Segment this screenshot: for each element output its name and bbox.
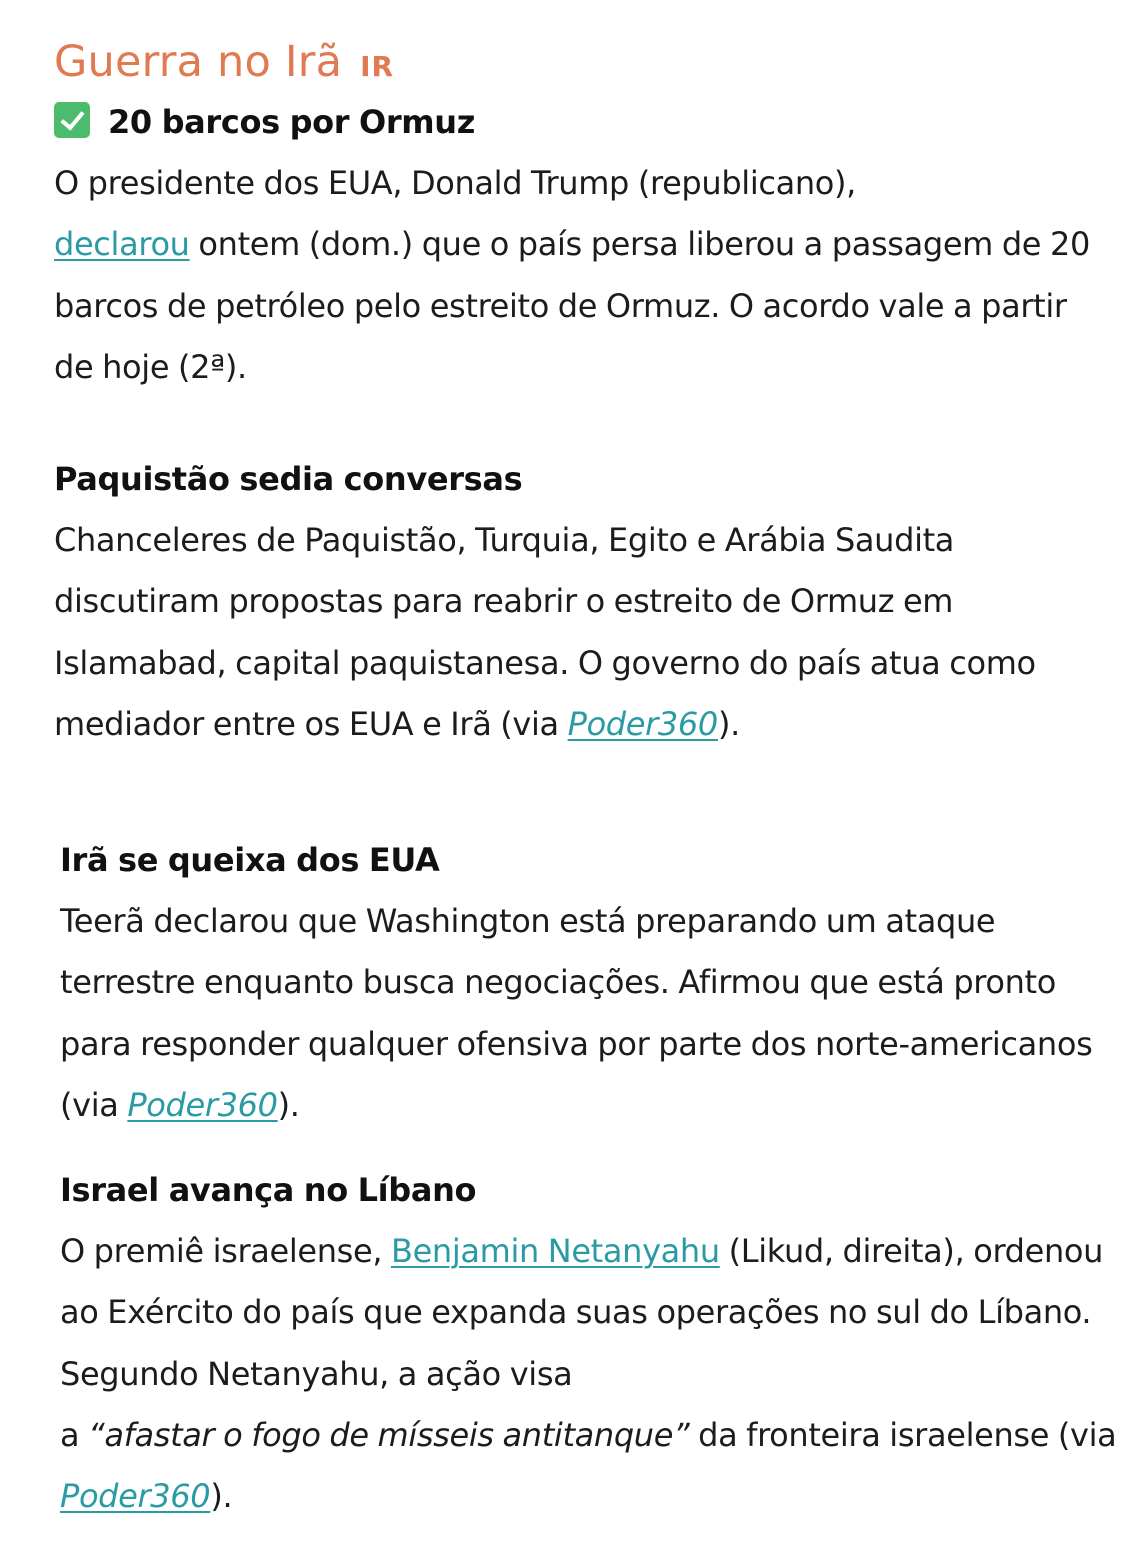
body-text: a bbox=[60, 1415, 89, 1454]
poder360-link-text: Poder360 bbox=[60, 1477, 211, 1516]
iran-flag-label: IR bbox=[360, 50, 395, 83]
quote-text: “afastar o fogo de mísseis antitanque” bbox=[88, 1415, 690, 1454]
poder360-link[interactable] bbox=[568, 705, 718, 743]
news-heading: Israel avança no Líbano bbox=[60, 1171, 477, 1209]
section-title-text: Guerra no Irã bbox=[54, 37, 343, 87]
body-text: Teerã declarou que Washington está preparando um ataque terrestre enquanto busca negociações. Afirmou que está pronto para responder qualquer ofensiva por parte dos norte-americanos (via bbox=[60, 902, 1093, 1124]
body-text: ). bbox=[277, 1085, 300, 1124]
body-text: Chanceleres de Paquistão, Turquia, Egito e Arábia Saudita discutiram propostas para reabrir o estreito de Ormuz em Islamabad, capital paquistanesa. O governo do país atua como mediador entre os EUA e Irã (via bbox=[54, 521, 1036, 743]
news-heading: Irã se queixa dos EUA bbox=[60, 841, 440, 879]
body-text: da fronteira israelense (via bbox=[689, 1415, 1117, 1454]
news-item-paquistao bbox=[54, 449, 1114, 755]
news-item-ira-queixa bbox=[60, 830, 1120, 1136]
news-item-ormuz bbox=[54, 92, 1114, 398]
body-text: O premiê israelense, bbox=[60, 1232, 391, 1271]
netanyahu-link[interactable]: Benjamin Netanyahu bbox=[390, 1232, 720, 1271]
news-body bbox=[60, 1221, 1120, 1527]
news-heading-text: 20 barcos por Ormuz bbox=[108, 103, 475, 141]
poder360-link-text: Poder360 bbox=[567, 704, 718, 743]
check-mark-icon bbox=[54, 102, 90, 138]
news-heading: Paquistão sedia conversas bbox=[54, 460, 523, 498]
poder360-link[interactable] bbox=[60, 1477, 210, 1515]
news-body bbox=[60, 891, 1120, 1136]
news-body bbox=[54, 153, 1114, 398]
declarou-link[interactable]: declarou bbox=[54, 225, 190, 264]
section-title bbox=[54, 30, 394, 99]
news-heading bbox=[54, 92, 1114, 153]
news-item-israel-libano bbox=[60, 1160, 1120, 1527]
body-text: (Likud, direita), ordenou ao Exército do país que expanda suas operações no sul do Líbano. Segundo Netanyahu, a ação visa bbox=[60, 1232, 1104, 1393]
body-text: ). bbox=[717, 704, 740, 743]
body-text: ontem (dom.) que o país persa liberou a passagem de 20 barcos de petróleo pelo estreito de Ormuz. O acordo vale a partir de hoje (2ª). bbox=[54, 225, 1090, 386]
news-body bbox=[54, 510, 1114, 755]
poder360-link[interactable] bbox=[127, 1086, 277, 1124]
body-text: O presidente dos EUA, Donald Trump (republicano), bbox=[54, 164, 856, 203]
body-text: ). bbox=[210, 1477, 233, 1516]
poder360-link-text: Poder360 bbox=[127, 1085, 278, 1124]
